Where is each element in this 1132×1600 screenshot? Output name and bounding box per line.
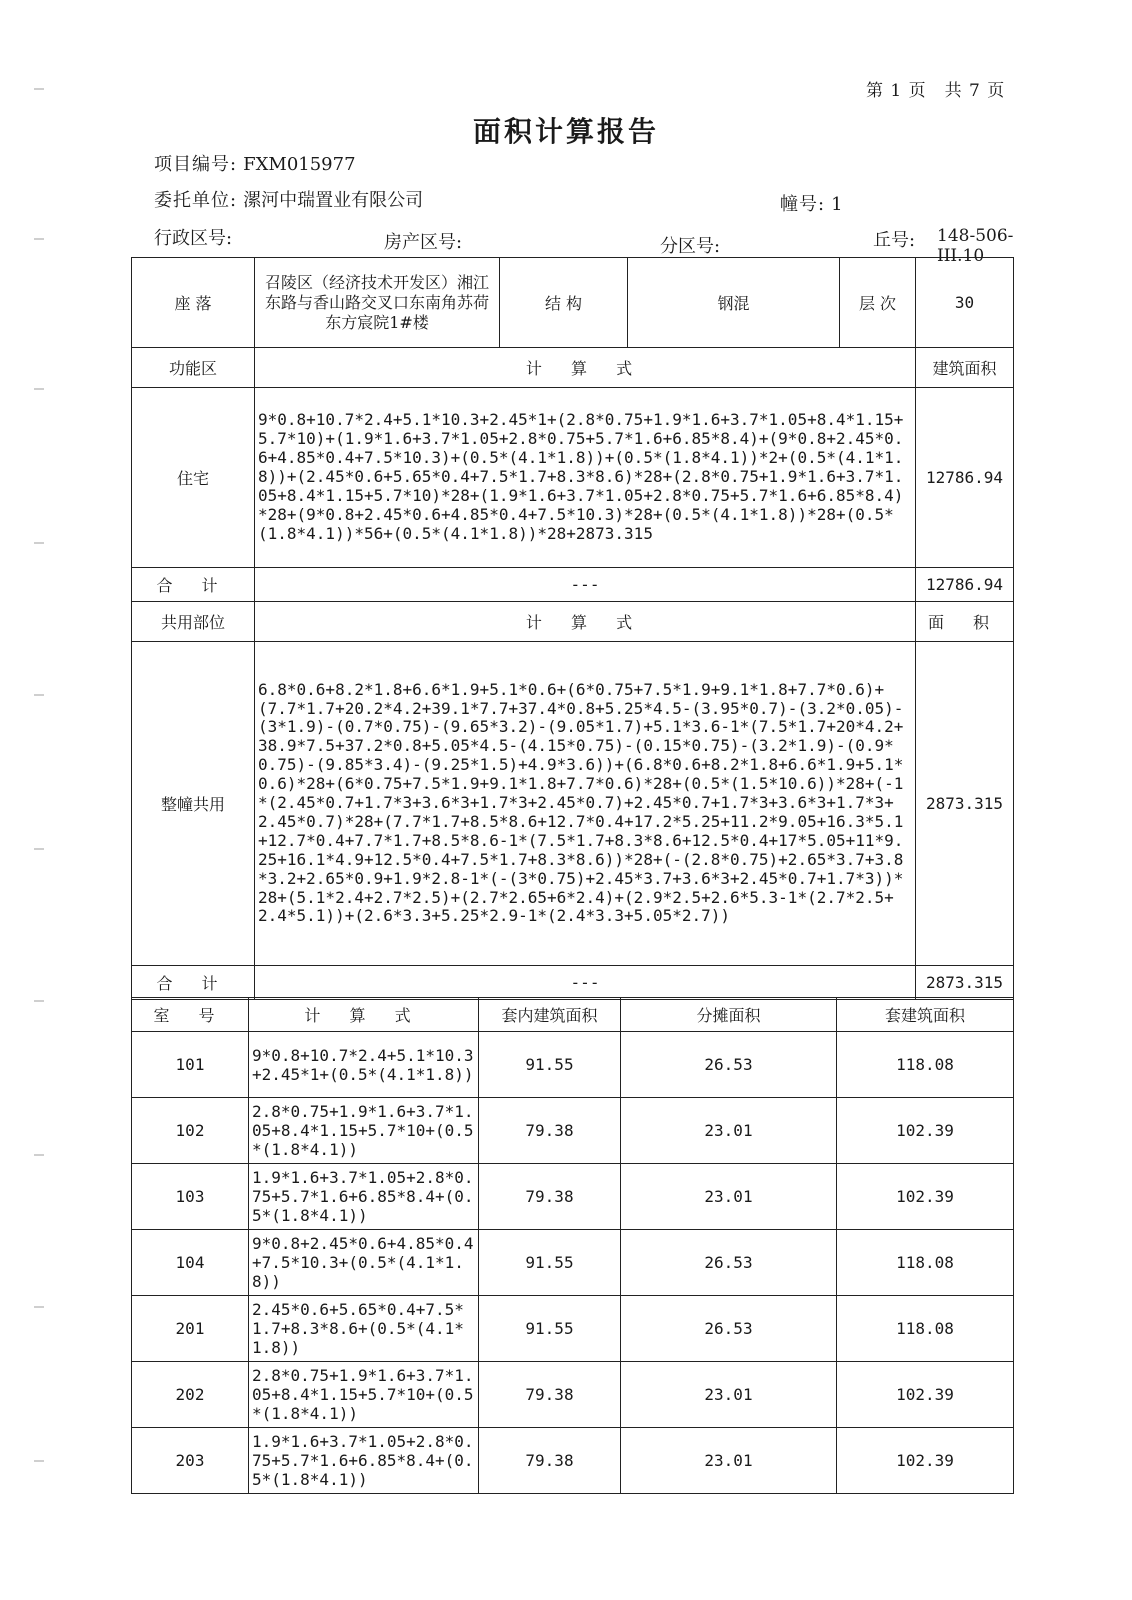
scan-mark	[34, 88, 44, 90]
scan-mark	[34, 1154, 44, 1156]
table-row	[132, 1098, 1014, 1164]
room-inner-area: 79.38	[479, 1098, 621, 1164]
client-label: 委托单位:	[154, 190, 238, 211]
page-title: 面积计算报告	[472, 115, 659, 148]
room-total-area: 102.39	[837, 1164, 1014, 1230]
room-no: 103	[132, 1164, 249, 1230]
shared-area-header: 面 积	[916, 602, 1014, 642]
room-formula: 1.9*1.6+3.7*1.05+2.8*0.75+5.7*1.6+6.85*8.4+(0.5*(1.8*4.1))	[249, 1164, 479, 1230]
table-row	[132, 1296, 1014, 1362]
room-formula-header: 计 算 式	[249, 998, 479, 1032]
shared-total-value: 2873.315	[916, 966, 1014, 1000]
room-total-area: 102.39	[837, 1098, 1014, 1164]
client-value: 漯河中瑞置业有限公司	[243, 190, 424, 211]
project-no-value: FXM015977	[243, 154, 356, 175]
table-row	[132, 1164, 1014, 1230]
location-label: 座 落	[132, 258, 255, 348]
residential-label: 住宅	[132, 388, 255, 568]
page-number: 第 1 页 共 7 页	[866, 81, 1006, 101]
scan-mark	[34, 1460, 44, 1462]
room-share-area: 23.01	[621, 1098, 837, 1164]
room-no: 102	[132, 1098, 249, 1164]
room-no: 203	[132, 1428, 249, 1494]
room-total-area: 102.39	[837, 1362, 1014, 1428]
scan-mark	[34, 238, 44, 240]
room-formula: 9*0.8+2.45*0.6+4.85*0.4+7.5*10.3+(0.5*(4.1*1.8))	[249, 1230, 479, 1296]
scan-mark	[34, 542, 44, 544]
room-share-area: 23.01	[621, 1428, 837, 1494]
room-share-area: 26.53	[621, 1230, 837, 1296]
room-no: 104	[132, 1230, 249, 1296]
building-value: 1	[831, 194, 843, 215]
room-no-header: 室 号	[132, 998, 249, 1032]
residential-header-row	[132, 348, 1014, 388]
room-no: 101	[132, 1032, 249, 1098]
room-no: 201	[132, 1296, 249, 1362]
residential-total-dash: ---	[255, 568, 916, 602]
room-no: 202	[132, 1362, 249, 1428]
shared-area: 2873.315	[916, 642, 1014, 966]
shared-header-row	[132, 602, 1014, 642]
formula-header: 计 算 式	[255, 348, 916, 388]
scan-mark	[34, 1000, 44, 1002]
shared-row	[132, 642, 1014, 966]
room-inner-area: 91.55	[479, 1032, 621, 1098]
building-row	[780, 190, 843, 216]
scan-mark	[34, 848, 44, 850]
district-label: 行政区号:	[154, 228, 233, 249]
shared-section-header: 共用部位	[132, 602, 255, 642]
room-total-area: 118.08	[837, 1296, 1014, 1362]
shared-label: 整幢共用	[132, 642, 255, 966]
structure-value: 钢混	[628, 258, 840, 348]
shared-formula: 6.8*0.6+8.2*1.8+6.6*1.9+5.1*0.6+(6*0.75+7.5*1.9+9.1*1.8+7.7*0.6)+(7.7*1.7+20.2*4.2+39.1*7.7+37.4*0.8+5.25*4.5-(3.95*0.7)-(3.2*0.05)-(3*1.9)-(0.7*0.75)-(9.65*3.2)-(9.05*1.7)+5.1*3.6-1*(7.5*1.7+20*4.2+38.9*7.5+37.2*0.8+5.05*4.5-(4.15*0.75)-(0.15*0.75)-(3.2*1.9)-(0.9*0.75)-(9.85*3.4)-(9.25*1.5)+4.9*3.6))+(6.8*0.6+8.2*1.8+6.6*1.9+5.1*0.6)*28+(6*0.75+7.5*1.9+9.1*1.8+7.7*0.6)*28+(0.5*(1.5*10.6))*28+(-1*(2.45*0.7+1.7*3+3.6*3+1.7*3+2.45*0.7)+2.45*0.7+1.7*3+3.6*3+1.7*3+2.45*0.7)*28+(7.7*1.7+8.5*8.6+12.7*0.4+17.2*5.25+11.2*9.05+16.3*5.1+12.7*0.4+7.7*1.7+8.5*8.6-1*(7.5*1.7+8.3*8.6+12.5*0.4+17*5.05+11*9.25+16.1*4.9+12.5*0.4+7.5*1.7+8.3*8.6))*28+(-(2.8*0.75)+2.65*3.7+3.8*3.2+2.65*0.9+1.9*2.8-1*(-(3*0.75)+2.45*3.7+3.6*3+2.45*0.7+1.7*3))*28+(5.1*2.4+2.7*2.5)+(2.7*2.65+6*2.4)+(2.9*2.5+2.6*5.3-1*(2.7*2.5+2.4*5.1))+(2.6*3.3+5.25*2.9-1*(2.4*3.3+5.05*2.7))	[255, 642, 916, 966]
room-inner-area: 91.55	[479, 1296, 621, 1362]
scan-mark	[34, 694, 44, 696]
room-formula: 9*0.8+10.7*2.4+5.1*10.3+2.45*1+(0.5*(4.1*1.8))	[249, 1032, 479, 1098]
residential-total-label: 合 计	[132, 568, 255, 602]
structure-label: 结 构	[500, 258, 628, 348]
inner-area-header: 套内建筑面积	[479, 998, 621, 1032]
info-table	[131, 257, 1014, 1000]
table-row	[132, 1428, 1014, 1494]
shared-total-row	[132, 966, 1014, 1000]
rooms-table	[131, 997, 1014, 1494]
location-value: 召陵区（经济技术开发区）湘江东路与香山路交叉口东南角苏荷东方宸院1#楼	[255, 258, 500, 348]
room-inner-area: 79.38	[479, 1362, 621, 1428]
floors-label: 层 次	[840, 258, 916, 348]
room-inner-area: 79.38	[479, 1164, 621, 1230]
property-district-label: 房产区号:	[384, 232, 463, 253]
scan-mark	[34, 388, 44, 390]
room-formula: 1.9*1.6+3.7*1.05+2.8*0.75+5.7*1.6+6.85*8.4+(0.5*(1.8*4.1))	[249, 1428, 479, 1494]
room-total-area: 118.08	[837, 1230, 1014, 1296]
residential-formula: 9*0.8+10.7*2.4+5.1*10.3+2.45*1+(2.8*0.75+1.9*1.6+3.7*1.05+8.4*1.15+5.7*10)+(1.9*1.6+3.7*1.05+2.8*0.75+5.7*1.6+6.85*8.4)+(9*0.8+2.45*0.6+4.85*0.4+7.5*10.3)+(0.5*(4.1*1.8))+(0.5*(1.8*4.1))*2+(0.5*(4.1*1.8))+(2.45*0.6+5.65*0.4+7.5*1.7+8.3*8.6)*28+(2.8*0.75+1.9*1.6+3.7*1.05+8.4*1.15+5.7*10)*28+(1.9*1.6+3.7*1.05+2.8*0.75+5.7*1.6+6.85*8.4)*28+(9*0.8+2.45*0.6+4.85*0.4+7.5*10.3)*28+(0.5*(4.1*1.8))*28+(0.5*(1.8*4.1))*56+(0.5*(4.1*1.8))*28+2873.315	[255, 388, 916, 568]
qiu-value: 148-506-III.10	[937, 226, 1014, 266]
building-area-header: 建筑面积	[916, 348, 1014, 388]
subarea-label: 分区号:	[660, 236, 721, 257]
room-share-area: 23.01	[621, 1164, 837, 1230]
function-area-header: 功能区	[132, 348, 255, 388]
room-total-area: 118.08	[837, 1032, 1014, 1098]
share-area-header: 分摊面积	[621, 998, 837, 1032]
scan-mark	[34, 1306, 44, 1308]
room-total-area: 102.39	[837, 1428, 1014, 1494]
project-no-row	[154, 150, 356, 176]
table-row	[132, 1362, 1014, 1428]
room-share-area: 26.53	[621, 1296, 837, 1362]
residential-row	[132, 388, 1014, 568]
room-formula: 2.45*0.6+5.65*0.4+7.5*1.7+8.3*8.6+(0.5*(4.1*1.8))	[249, 1296, 479, 1362]
shared-total-dash: ---	[255, 966, 916, 1000]
building-label: 幢号:	[780, 194, 826, 215]
room-inner-area: 91.55	[479, 1230, 621, 1296]
table-row	[132, 1032, 1014, 1098]
shared-formula-header: 计 算 式	[255, 602, 916, 642]
residential-area: 12786.94	[916, 388, 1014, 568]
table-row	[132, 1230, 1014, 1296]
room-inner-area: 79.38	[479, 1428, 621, 1494]
room-formula: 2.8*0.75+1.9*1.6+3.7*1.05+8.4*1.15+5.7*10+(0.5*(1.8*4.1))	[249, 1098, 479, 1164]
unit-area-header: 套建筑面积	[837, 998, 1014, 1032]
info-row	[132, 258, 1014, 348]
residential-total-row	[132, 568, 1014, 602]
floors-value: 30	[916, 258, 1014, 348]
qiu-label: 丘号:	[873, 230, 916, 251]
residential-total-value: 12786.94	[916, 568, 1014, 602]
shared-total-label: 合 计	[132, 966, 255, 1000]
room-formula: 2.8*0.75+1.9*1.6+3.7*1.05+8.4*1.15+5.7*10+(0.5*(1.8*4.1))	[249, 1362, 479, 1428]
room-share-area: 26.53	[621, 1032, 837, 1098]
room-share-area: 23.01	[621, 1362, 837, 1428]
client-row	[154, 186, 423, 212]
rooms-header-row	[132, 998, 1014, 1032]
project-no-label: 项目编号:	[154, 154, 238, 175]
